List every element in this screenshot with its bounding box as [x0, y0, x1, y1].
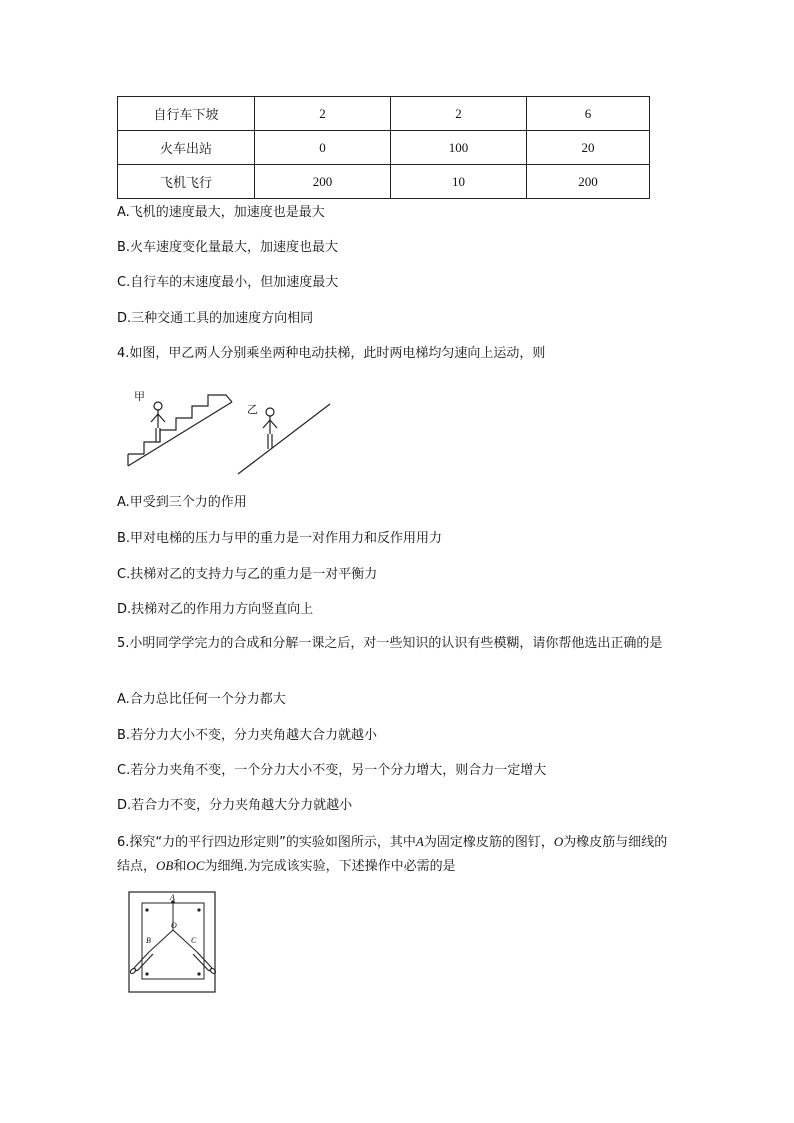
q6-stem-text: 和	[173, 859, 187, 874]
table-body	[118, 97, 650, 199]
string-ob	[149, 930, 173, 952]
q5-option-b: B.若分力大小不变，分力夹角越大合力就越小	[117, 728, 378, 743]
person-jia-icon	[151, 402, 165, 442]
value-cell: 6	[527, 97, 650, 131]
q5-option-c: C.若分力夹角不变，一个分力大小不变，另一个分力增大，则合力一定增大	[117, 763, 547, 778]
escalator-figure	[120, 380, 340, 476]
person-yi-icon	[263, 408, 277, 449]
q6-stem	[117, 830, 679, 878]
var-o: O	[553, 834, 564, 849]
q5-stem: 5.小明同学学完力的合成和分解一课之后，对一些知识的认识有些模糊，请你帮他选出正确的是	[117, 636, 663, 651]
value-cell: 2	[255, 97, 391, 131]
value-cell: 100	[391, 131, 527, 165]
value-cell: 200	[255, 165, 391, 199]
var-a: A	[415, 834, 424, 849]
q3-option-c: C.自行车的末速度最小，但加速度最大	[117, 275, 339, 290]
q3-option-b: B.火车速度变化量最大，加速度也最大	[117, 240, 339, 255]
label-o: O	[171, 921, 177, 930]
q4-option-c: C.扶梯对乙的支持力与乙的重力是一对平衡力	[117, 567, 378, 582]
spring-scale-right-icon	[193, 952, 217, 975]
vehicle-name-cell: 火车出站	[118, 131, 255, 165]
label-c: C	[191, 936, 197, 945]
vehicle-name-cell: 自行车下坡	[118, 97, 255, 131]
q3-option-d: D.三种交通工具的加速度方向相同	[117, 311, 314, 326]
label-a: A	[170, 893, 175, 902]
q4-option-a: A.甲受到三个力的作用	[117, 495, 247, 510]
vehicle-name-cell: 飞机飞行	[118, 165, 255, 199]
label-b: B	[146, 936, 151, 945]
q5-option-a: A.合力总比任何一个分力都大	[117, 692, 286, 707]
value-cell: 2	[391, 97, 527, 131]
value-cell: 20	[527, 131, 650, 165]
stepped-escalator	[128, 395, 232, 466]
label-yi: 乙	[247, 404, 258, 416]
q6-stem-text: 6.探究“力的平行四边形定则”的实验如图所示，其中	[117, 835, 416, 850]
table-row	[118, 97, 650, 131]
q4-option-d: D.扶梯对乙的作用力方向竖直向上	[117, 602, 314, 617]
table-row	[118, 165, 650, 199]
q4-option-b: B.甲对电梯的压力与甲的重力是一对作用力和反作用用力	[117, 531, 443, 546]
value-cell: 0	[255, 131, 391, 165]
q4-stem: 4.如图，甲乙两人分别乘坐两种电动扶梯，此时两电梯均匀速向上运动，则	[117, 346, 546, 361]
q5-option-d: D.若合力不变，分力夹角越大分力就越小	[117, 798, 353, 813]
value-cell: 200	[527, 165, 650, 199]
var-ob: OB	[156, 858, 174, 873]
table-row	[118, 131, 650, 165]
motion-data-table	[117, 96, 650, 199]
q6-stem-text: 为细绳.为完成该实验，下述操作中必需的是	[204, 859, 456, 874]
q3-option-a: A.飞机的速度最大，加速度也是最大	[117, 205, 325, 220]
q6-stem-text: 为固定橡皮筋的图钉，	[423, 835, 554, 850]
force-experiment-figure	[127, 890, 219, 996]
label-jia: 甲	[134, 391, 145, 403]
q6-stem-text: 为橡皮筋与细线的结点，	[117, 835, 668, 874]
spring-scale-left-icon	[129, 952, 153, 975]
var-oc: OC	[186, 858, 205, 873]
value-cell: 10	[391, 165, 527, 199]
